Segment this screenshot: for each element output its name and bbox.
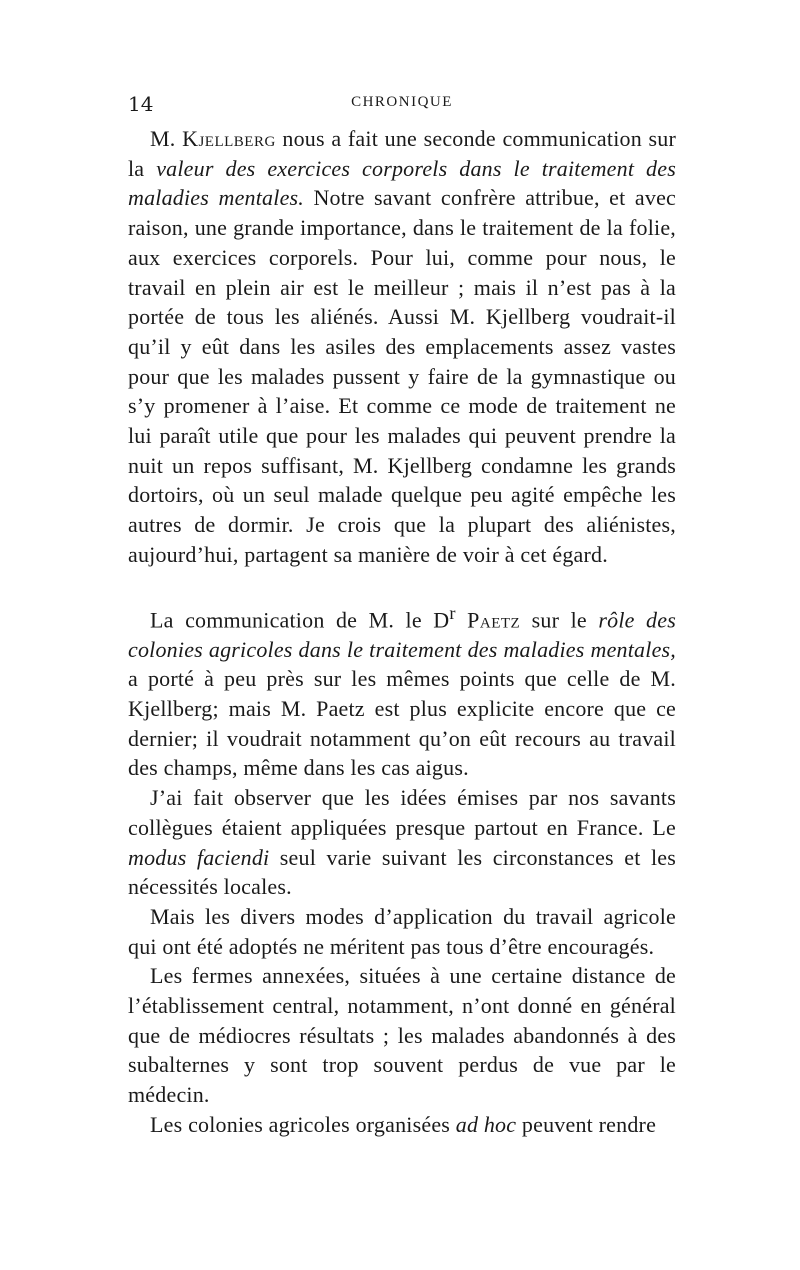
paragraph-text: Les fermes annexées, situées à une certaine distance de l’établissement central, notamment, n’ont donné en général que de médiocres résultats ; les malades abandonnés à des subalternes y sont trop souvent perdus de vue par le médecin. <box>128 963 676 1108</box>
italic-title: rôle des colonies agricoles dans le traitement des maladies mentales, <box>128 606 676 662</box>
paragraph-text: peuvent rendre <box>516 1111 657 1137</box>
paragraph <box>128 1110 676 1140</box>
paragraph-text: Notre savant confrère attribue, et avec raison, une grande importance, dans le traitement de la folie, aux exercices corporels. Pour lui, comme pour nous, le travail en plein air est le meilleur ; mais il n’est pas à la portée de tous les aliénés. Aussi M. Kjellberg voudrait-il qu’il y eût dans les asiles des emplacements assez vastes pour que les malades pussent y faire de la gymnastique ou s’y promener à l’aise. Et comme ce mode de traitement ne lui paraît utile que pour les malades qui peuvent prendre la nuit un repos suffisant, M. Kjellberg condamne les grands dortoirs, où un seul malade quelque peu agité empêche les autres de dormir. Je crois que la plupart des aliénistes, aujourd’hui, partagent sa manière de voir à cet égard. <box>128 185 676 567</box>
italic-phrase: modus faciendi <box>128 844 270 870</box>
italic-title: valeur des exercices corporels dans le traitement des maladies mentales. <box>128 155 676 211</box>
superscript: r <box>449 602 456 623</box>
paragraph-text: M. <box>150 126 183 151</box>
author-name-kjellberg: Kjellberg <box>182 126 276 151</box>
author-name-paetz: Paetz <box>467 606 521 632</box>
paragraph <box>128 783 676 902</box>
paragraph <box>128 599 676 784</box>
paragraph <box>128 124 676 570</box>
paragraph-text: sur le <box>520 606 599 632</box>
paragraph-text: nous a fait une seconde communication sur la <box>128 126 676 181</box>
italic-phrase: ad hoc <box>455 1111 517 1137</box>
page-header <box>128 92 676 120</box>
paragraph-text: J’ai fait observer que les idées émises par nos savants collègues étaient appliquées presque partout en France. Le <box>128 785 676 840</box>
paragraph <box>128 902 676 961</box>
page-number: 14 <box>128 92 154 116</box>
paragraph <box>128 961 676 1110</box>
paragraph-text: La communication de M. le D <box>150 606 450 632</box>
paragraph-text: seul varie suivant les circonstances et les nécessités locales. <box>128 844 676 900</box>
paragraph-text <box>456 607 467 632</box>
paragraph-text: Les colonies agricoles organisées <box>150 1111 456 1137</box>
paragraph-text: Mais les divers modes d’application du travail agricole qui ont été adoptés ne méritent pas tous d’être encouragés. <box>128 903 676 959</box>
paragraph-text: a porté à peu près sur les mêmes points que celle de M. Kjellberg; mais M. Paetz est plus explicite encore que ce dernier; il voudrait notamment qu’on eût recours au travail des champs, même dans les cas aigus. <box>128 666 676 781</box>
page-body <box>128 124 676 1140</box>
running-title: CHRONIQUE <box>351 94 453 110</box>
